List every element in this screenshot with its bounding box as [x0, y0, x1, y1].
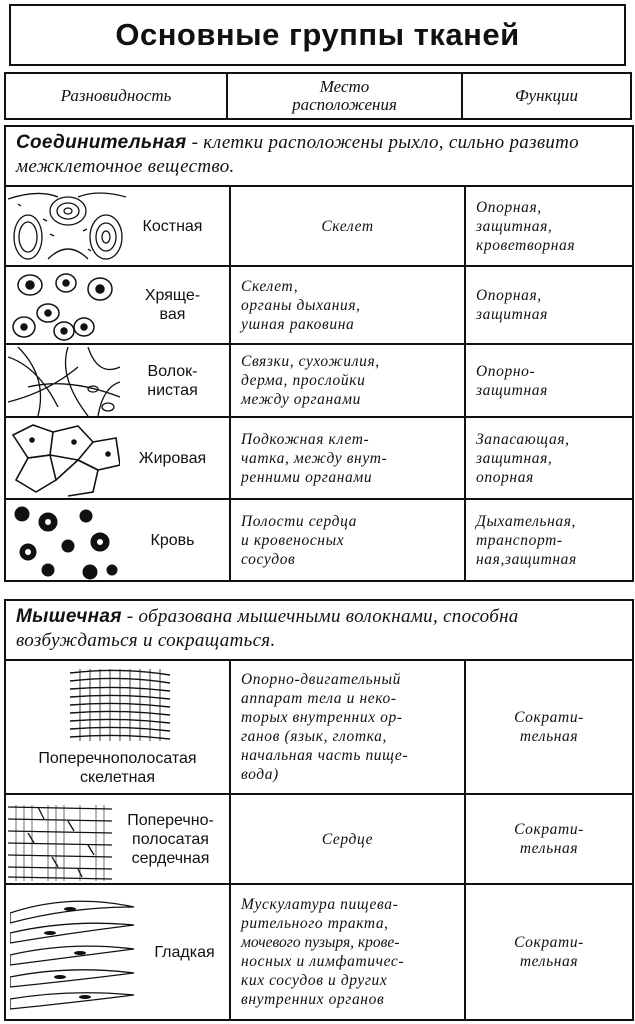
table-row	[5, 344, 633, 417]
connective-name: Соединительная	[16, 132, 187, 153]
function-line: защитная	[476, 381, 548, 399]
tissue-name	[116, 187, 229, 265]
location-line: начальная часть пище-	[241, 747, 409, 764]
connective-intro	[5, 126, 633, 186]
header-location-line2: расположения	[292, 95, 397, 114]
muscle-intro	[5, 600, 633, 660]
smooth-muscle-image	[10, 893, 134, 1013]
tissue-name-line: Гладкая	[154, 943, 215, 961]
location-cell	[230, 266, 465, 344]
bone-tissue-image	[8, 189, 126, 265]
tissue-name-line: Кровь	[150, 531, 195, 549]
location-line: Сердце	[321, 830, 374, 848]
location-line: торых внутренних ор-	[241, 709, 403, 726]
location-cell	[230, 344, 465, 417]
tissue-name-line: Жировая	[138, 449, 207, 467]
cardiac-muscle-cell	[5, 794, 230, 884]
table-row	[5, 499, 633, 581]
muscle-name: Мышечная	[16, 606, 122, 627]
tissue-name-line: Поперечно-	[127, 811, 214, 829]
location-line: вода)	[241, 766, 279, 783]
table-row	[5, 884, 633, 1020]
function-line: защитная	[476, 306, 548, 323]
table-row	[5, 417, 633, 499]
location-cell	[230, 660, 465, 794]
blood-tissue-image	[8, 502, 120, 580]
tissue-name-line: сердечная	[131, 849, 210, 867]
bone-cell	[5, 186, 230, 266]
adipose-cell	[5, 417, 230, 499]
header-functions: Функции	[514, 86, 579, 105]
function-line: кроветворная	[476, 236, 576, 254]
location-line: сосудов	[241, 550, 296, 568]
functions-cell	[465, 417, 633, 499]
table-row	[5, 794, 633, 884]
function-line: Сократи-	[514, 709, 584, 726]
function-line: тельная	[519, 728, 579, 745]
header-location	[228, 74, 463, 118]
location-line: чатка, между внут-	[241, 449, 388, 467]
table-header	[4, 72, 632, 120]
location-line: дерма, прослойки	[241, 372, 366, 389]
location-line: Мускулатура пищева-	[241, 896, 399, 913]
functions-cell	[465, 266, 633, 344]
location-line: ренними органами	[241, 468, 373, 486]
function-line: Сократи-	[514, 821, 584, 838]
location-line: Опорно-двигательный	[241, 671, 401, 688]
tissue-name-line: Поперечнополосатая	[38, 750, 197, 767]
tissue-name-line: скелетная	[80, 769, 155, 786]
skeletal-muscle-image	[70, 667, 170, 743]
connective-desc: - клетки расположены рыхло, сильно развито межклеточное вещество.	[16, 132, 579, 177]
location-line: Скелет	[321, 217, 374, 235]
table-row	[5, 660, 633, 794]
functions-cell	[465, 499, 633, 581]
location-line: Полости сердца	[241, 512, 357, 530]
location-line: носных и лимфатичес-	[241, 953, 405, 970]
fibrous-cell	[5, 344, 230, 417]
smooth-muscle-cell	[5, 884, 230, 1020]
location-line: и кровеносных	[241, 531, 345, 549]
muscle-table	[4, 599, 634, 1021]
functions-cell	[465, 344, 633, 417]
tissue-name	[116, 267, 229, 343]
cartilage-cell	[5, 266, 230, 344]
functions-cell	[465, 794, 633, 884]
tissue-name-line: Хряще-	[144, 287, 201, 304]
location-cell	[230, 884, 465, 1020]
function-line: Опорная,	[476, 198, 542, 216]
location-cell	[230, 499, 465, 581]
header-variety: Разновидность	[6, 74, 228, 118]
tissue-name-line: Костная	[142, 217, 203, 235]
location-cell	[230, 794, 465, 884]
tissue-name	[112, 795, 229, 883]
table-row	[5, 186, 633, 266]
page-title: Основные группы тканей	[9, 4, 626, 66]
connective-table	[4, 125, 634, 582]
location-line: Скелет,	[241, 277, 299, 295]
cardiac-muscle-image	[8, 797, 112, 881]
location-cell	[230, 186, 465, 266]
skeletal-muscle-cell	[5, 660, 230, 794]
function-line: Запасающая,	[476, 430, 570, 448]
muscle-desc: - образована мышечными волокнами, способна возбуждаться и сокращаться.	[16, 606, 519, 651]
tissue-name	[116, 500, 229, 580]
cartilage-tissue-image	[8, 269, 118, 343]
adipose-tissue-image	[8, 420, 120, 498]
function-line: Дыхательная,	[476, 512, 577, 530]
location-line: внутренних органов	[241, 991, 385, 1008]
function-line: транспорт-	[476, 531, 563, 549]
tissue-name	[116, 418, 229, 498]
tissue-name-line: Волок-	[147, 362, 198, 380]
table-row	[5, 266, 633, 344]
function-line: опорная	[476, 468, 534, 486]
functions-cell	[465, 660, 633, 794]
tissue-name-line: вая	[159, 306, 186, 323]
functions-cell	[465, 884, 633, 1020]
tissue-name-line: полосатая	[132, 830, 209, 848]
location-line: рительного тракта,	[241, 915, 389, 932]
location-line: аппарат тела и неко-	[241, 690, 397, 707]
location-line: Подкожная клет-	[241, 430, 370, 448]
function-line: Сократи-	[514, 934, 584, 951]
location-line: мочевого пузыря, крове-	[241, 934, 400, 951]
location-line: органы дыхания,	[241, 296, 361, 314]
function-line: защитная,	[476, 217, 553, 235]
functions-cell	[465, 186, 633, 266]
tissue-name-line: нистая	[147, 381, 198, 399]
tissue-name	[116, 345, 229, 416]
function-line: тельная	[519, 953, 579, 970]
tissue-name	[6, 749, 229, 787]
function-line: ная,защитная	[476, 550, 577, 568]
tissue-name	[140, 885, 229, 1019]
location-cell	[230, 417, 465, 499]
header-location-line1: Место	[319, 77, 370, 96]
location-line: между органами	[241, 391, 361, 408]
fibrous-tissue-image	[8, 347, 120, 416]
location-line: ганов (язык, глотка,	[241, 728, 387, 745]
location-line: Связки, сухожилия,	[241, 353, 380, 370]
function-line: тельная	[519, 840, 579, 857]
function-line: Опорно-	[476, 362, 536, 380]
function-line: защитная,	[476, 449, 553, 467]
function-line: Опорная,	[476, 287, 542, 304]
location-line: ких сосудов и других	[241, 972, 388, 989]
location-line: ушная раковина	[241, 315, 355, 333]
blood-cell	[5, 499, 230, 581]
